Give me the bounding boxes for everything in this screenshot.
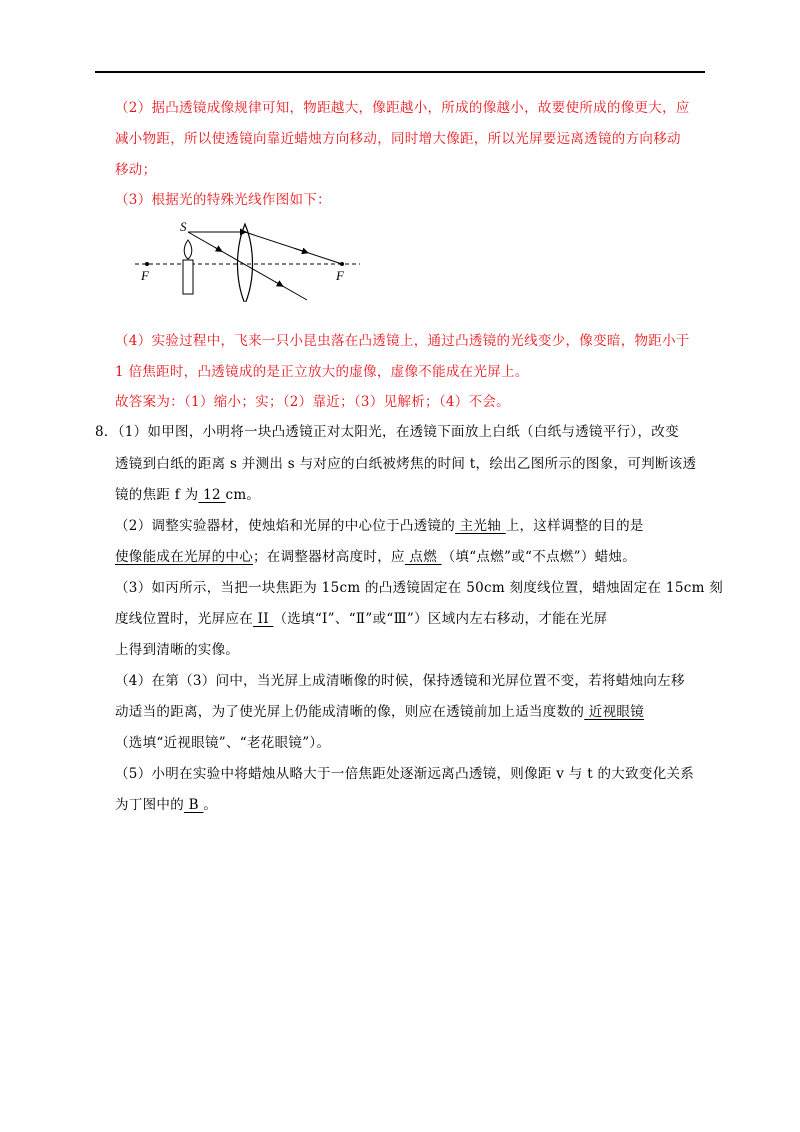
solution-p2-line1: （2）据凸透镜成像规律可知，物距越大，像距越小，所成的像越小，故要使所成的像更大，应	[115, 100, 690, 116]
q8-answer-glasses: 近视眼镜	[584, 704, 644, 720]
q8-answer-graph: B	[184, 797, 204, 813]
q8-answer-region: II	[253, 611, 274, 627]
ray-refracted-arrow	[295, 249, 307, 253]
q8-part2-text3: ；在调整器材高度时，应	[253, 549, 405, 565]
q8-answer-principal-axis: 主光轴	[455, 518, 506, 534]
q8-part1-unit: cm。	[225, 487, 261, 503]
solution-p2-line2: 减小物距，所以使透镜向靠近蜡烛方向移动，同时增大像距，所以光屏要远离透镜的方向移动	[115, 131, 681, 147]
q8-answer-focal-length: 12	[198, 487, 226, 503]
ray-through-center	[188, 232, 307, 300]
q8-part1-line1: 8．（1）如甲图，小明将一块凸透镜正对太阳光，在透镜下面放上白纸（白纸与透镜平行），改变	[95, 424, 679, 440]
q8-part5-text2: 。	[203, 797, 218, 813]
solution-p4-line1: （4）实验过程中，飞来一只小昆虫落在凸透镜上，通过凸透镜的光线变少，像变暗，物距小于	[115, 333, 690, 349]
q8-part1-line2: 透镜到白纸的距离 s 并测出 s 与对应的白纸被烤焦的时间 t，绘出乙图所示的图象，可判断该透	[115, 456, 697, 472]
q8-answer-purpose: 使像能成在光屏的中心	[115, 549, 253, 565]
q8-part3-line3: 上得到清晰的实像。	[115, 642, 240, 658]
q8-part5-line1: （5）小明在实验中将蜡烛从略大于一倍焦距处逐渐远离凸透镜，则像距 v 与 t 的大致变化关系	[115, 766, 695, 782]
ray-refracted-through-focus	[245, 232, 342, 264]
q8-part2-line2	[115, 547, 636, 567]
q8-part2-line1	[115, 516, 644, 536]
solution-p2-line3: 移动；	[115, 162, 157, 178]
q8-part1-line3	[115, 485, 260, 505]
candle-flame	[184, 240, 192, 259]
ray-center-arrow1	[215, 247, 221, 251]
label-f-right: F	[336, 268, 344, 283]
focus-left-dot	[145, 262, 149, 266]
q8-part2-text1: （2）调整实验器材，使烛焰和光屏的中心位于凸透镜的	[115, 518, 456, 534]
q8-part3-text1: 度线位置时，光屏应在	[115, 611, 253, 627]
q8-part4-line3: （选填“近视眼镜”、“老花眼镜”）。	[115, 735, 331, 751]
header-rule	[95, 71, 705, 73]
label-f-left: F	[141, 268, 149, 283]
q8-part5-text1: 为丁图中的	[115, 797, 184, 813]
label-s: S	[180, 219, 187, 234]
q8-part1-text: 镜的焦距 f 为	[115, 487, 199, 503]
q8-part3-text2: （选填“Ⅰ”、“Ⅱ”或“Ⅲ”）区域内左右移动，才能在光屏	[273, 611, 608, 627]
q8-part3-line2	[115, 609, 607, 629]
solution-p4-line2: 1 倍焦距时，凸透镜成的是正立放大的虚像，虚像不能成在光屏上。	[115, 364, 529, 380]
q8-part4-text1: 动适当的距离，为了使光屏上仍能成清晰的像，则应在透镜前加上适当度数的	[115, 704, 585, 720]
q8-part4-line2	[115, 702, 644, 722]
q8-part2-text4: （填“点燃”或“不点燃”）蜡烛。	[441, 549, 637, 565]
q8-part5-line2	[115, 795, 217, 815]
convex-lens	[238, 224, 253, 302]
q8-answer-light: 点燃	[404, 549, 442, 565]
q8-part4-line1: （4）在第（3）问中，当光屏上成清晰像的时候，保持透镜和光屏位置不变，若将蜡烛向左移	[115, 673, 685, 689]
ray-diagram-svg	[135, 218, 365, 302]
solution-p3: （3）根据光的特殊光线作图如下：	[115, 192, 331, 208]
ray-center-arrow2	[275, 282, 282, 286]
q8-part3-line1: （3）如丙所示，当把一块焦距为 15cm 的凸透镜固定在 50cm 刻度线位置，蜡烛固定在 15cm 刻	[115, 580, 724, 596]
q8-part2-text2: 上，这样调整的目的是	[505, 518, 644, 534]
solution-answer: 故答案为：（1）缩小；实；（2）靠近；（3）见解析；（4）不会。	[115, 394, 510, 410]
lens-ray-diagram	[135, 218, 365, 302]
candle	[183, 260, 193, 294]
